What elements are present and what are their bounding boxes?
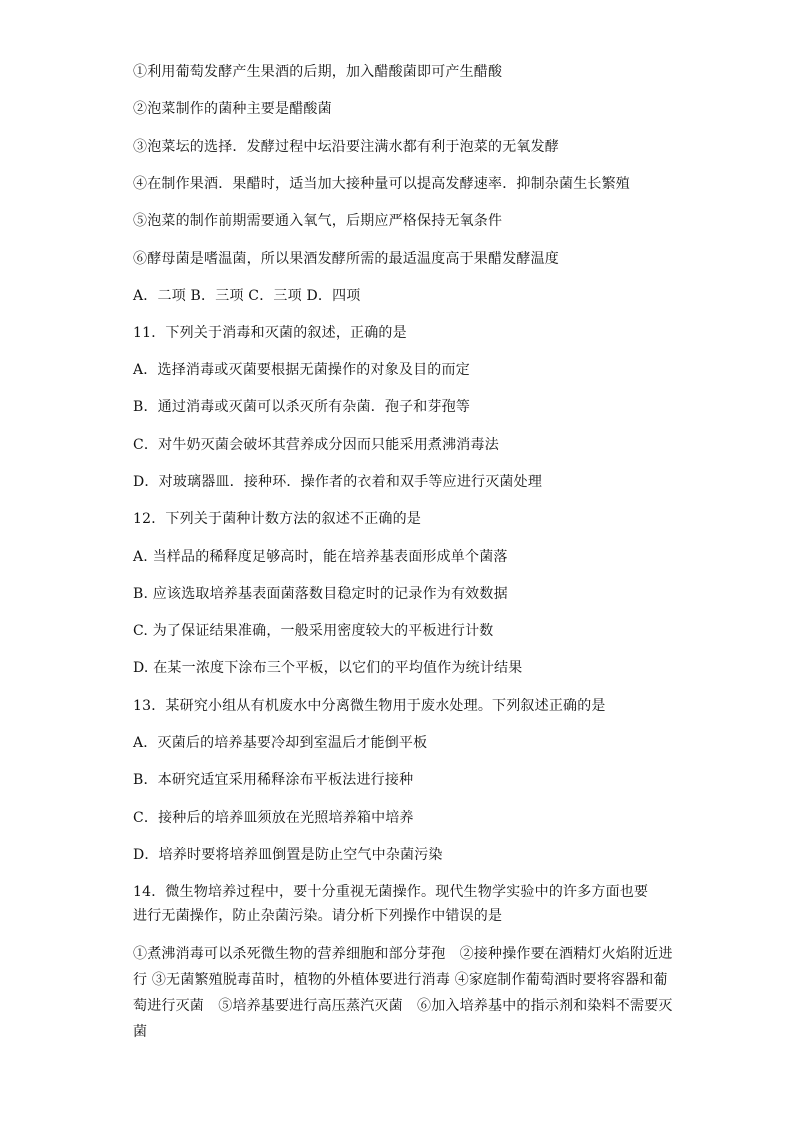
q13-stem: 13．某研究小组从有机废水中分离微生物用于废水处理。下列叙述正确的是 (133, 698, 606, 714)
q14-stem-line-1: 14．微生物培养过程中，要十分重视无菌操作。现代生物学实验中的许多方面也要 (133, 884, 649, 900)
q10-statement-4: ④在制作果酒．果醋时，适当加大接种量可以提高发酵速率．抑制杂菌生长繁殖 (133, 176, 630, 192)
q11-option-d: D．对玻璃器皿．接种环．操作者的衣着和双手等应进行灭菌处理 (133, 474, 543, 490)
q10-statement-1: ①利用葡萄发酵产生果酒的后期，加入醋酸菌即可产生醋酸 (133, 64, 503, 80)
q10-statement-3: ③泡菜坛的选择．发酵过程中坛沿要注满水都有利于泡菜的无氧发酵 (133, 139, 559, 155)
q13-option-a: A．灭菌后的培养基要冷却到室温后才能倒平板 (133, 735, 428, 751)
q10-options: A．二项 B．三项 C．三项 D．四项 (133, 288, 361, 304)
q12-stem: 12．下列关于菌种计数方法的叙述不正确的是 (133, 511, 422, 527)
q13-option-c: C．接种后的培养皿须放在光照培养箱中培养 (133, 810, 414, 826)
q11-option-a: A．选择消毒或灭菌要根据无菌操作的对象及目的而定 (133, 362, 470, 378)
q12-option-b: B. 应该选取培养基表面菌落数目稳定时的记录作为有效数据 (133, 586, 508, 602)
q10-statement-5: ⑤泡菜的制作前期需要通入氧气，后期应严格保持无氧条件 (133, 213, 503, 229)
q12-option-a: A. 当样品的稀释度足够高时，能在培养基表面形成单个菌落 (133, 549, 508, 565)
q13-option-b: B．本研究适宜采用稀释涂布平板法进行接种 (133, 772, 414, 788)
q14-statements: ①煮沸消毒可以杀死微生物的营养细胞和部分芽孢 ②接种操作要在酒精灯火焰附近进行 ③无菌繁殖脱毒苗时，植物的外植体要进行消毒 ④家庭制作葡萄酒时要将容器和葡萄进行灭菌 ⑤培养基要进行高压蒸汽灭菌 ⑥加入培养基中的指示剂和染料不需要灭菌 (133, 946, 673, 1040)
q11-option-b: B．通过消毒或灭菌可以杀灭所有杂菌．孢子和芽孢等 (133, 399, 471, 415)
q10-statement-2: ②泡菜制作的菌种主要是醋酸菌 (133, 101, 332, 117)
q10-statement-6: ⑥酵母菌是嗜温菌，所以果酒发酵所需的最适温度高于果醋发酵温度 (133, 251, 559, 267)
q14-stem-line-2: 进行无菌操作，防止杂菌污染。请分析下列操作中错误的是 (133, 908, 503, 924)
q11-stem: 11．下列关于消毒和灭菌的叙述，正确的是 (133, 325, 407, 341)
q12-option-c: C. 为了保证结果准确，一般采用密度较大的平板进行计数 (133, 623, 494, 639)
q13-option-d: D．培养时要将培养皿倒置是防止空气中杂菌污染 (133, 847, 443, 863)
q12-option-d: D. 在某一浓度下涂布三个平板，以它们的平均值作为统计结果 (133, 660, 523, 676)
q11-option-c: C．对牛奶灭菌会破坏其营养成分因而只能采用煮沸消毒法 (133, 437, 499, 453)
